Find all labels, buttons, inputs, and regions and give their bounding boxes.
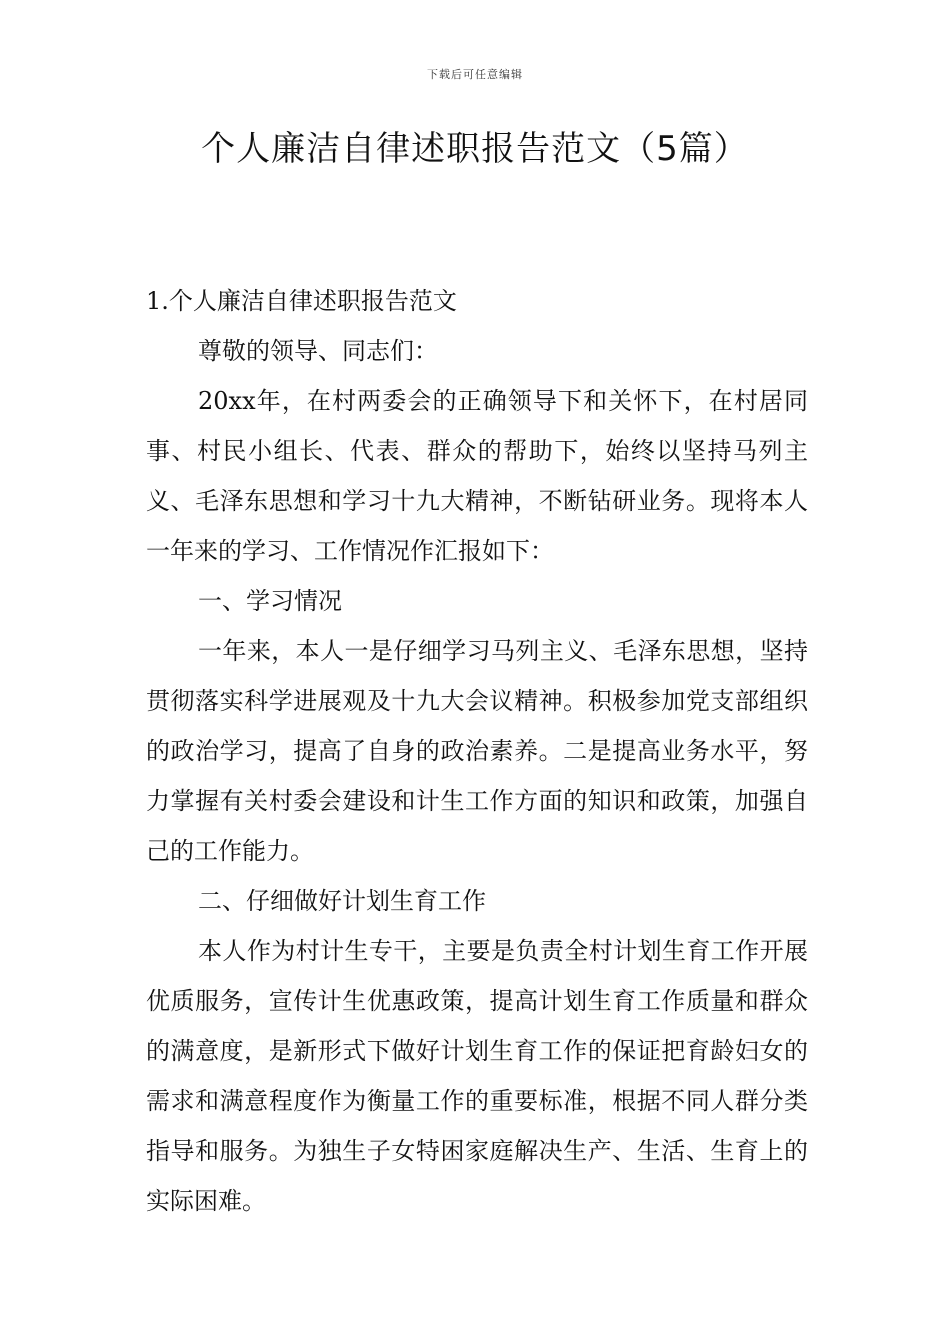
section-heading: 1.个人廉洁自律述职报告范文 xyxy=(146,287,457,315)
document-title: 个人廉洁自律述职报告范文（5篇） xyxy=(201,129,749,169)
salutation: 尊敬的领导、同志们： xyxy=(198,337,438,365)
header-note: 下载后可任意编辑 xyxy=(427,68,523,81)
subheading-study: 一、学习情况 xyxy=(198,587,342,615)
paragraph-study: 一年来，本人一是仔细学习马列主义、毛泽东思想，坚持贯彻落实科学进展观及十九大会议精神。积极参加党支部组织的政治学习，提高了自身的政治素养。二是提高业务水平，努力掌握有关村委会建设和计生工作方面的知识和政策，加强自己的工作能力。 xyxy=(146,637,808,865)
subheading-family-planning: 二、仔细做好计划生育工作 xyxy=(198,887,486,915)
paragraph-family-planning: 本人作为村计生专干，主要是负责全村计划生育工作开展优质服务，宣传计生优惠政策，提高计划生育工作质量和群众的满意度，是新形式下做好计划生育工作的保证把育龄妇女的需求和满意程度作为衡量工作的重要标准，根据不同人群分类指导和服务。为独生子女特困家庭解决生产、生活、生育上的实际困难。 xyxy=(146,937,808,1215)
paragraph-intro: 20xx年，在村两委会的正确领导下和关怀下，在村居同事、村民小组长、代表、群众的帮助下，始终以坚持马列主义、毛泽东思想和学习十九大精神，不断钻研业务。现将本人一年来的学习、工作情况作汇报如下： xyxy=(146,387,808,565)
document-body xyxy=(146,276,808,1226)
